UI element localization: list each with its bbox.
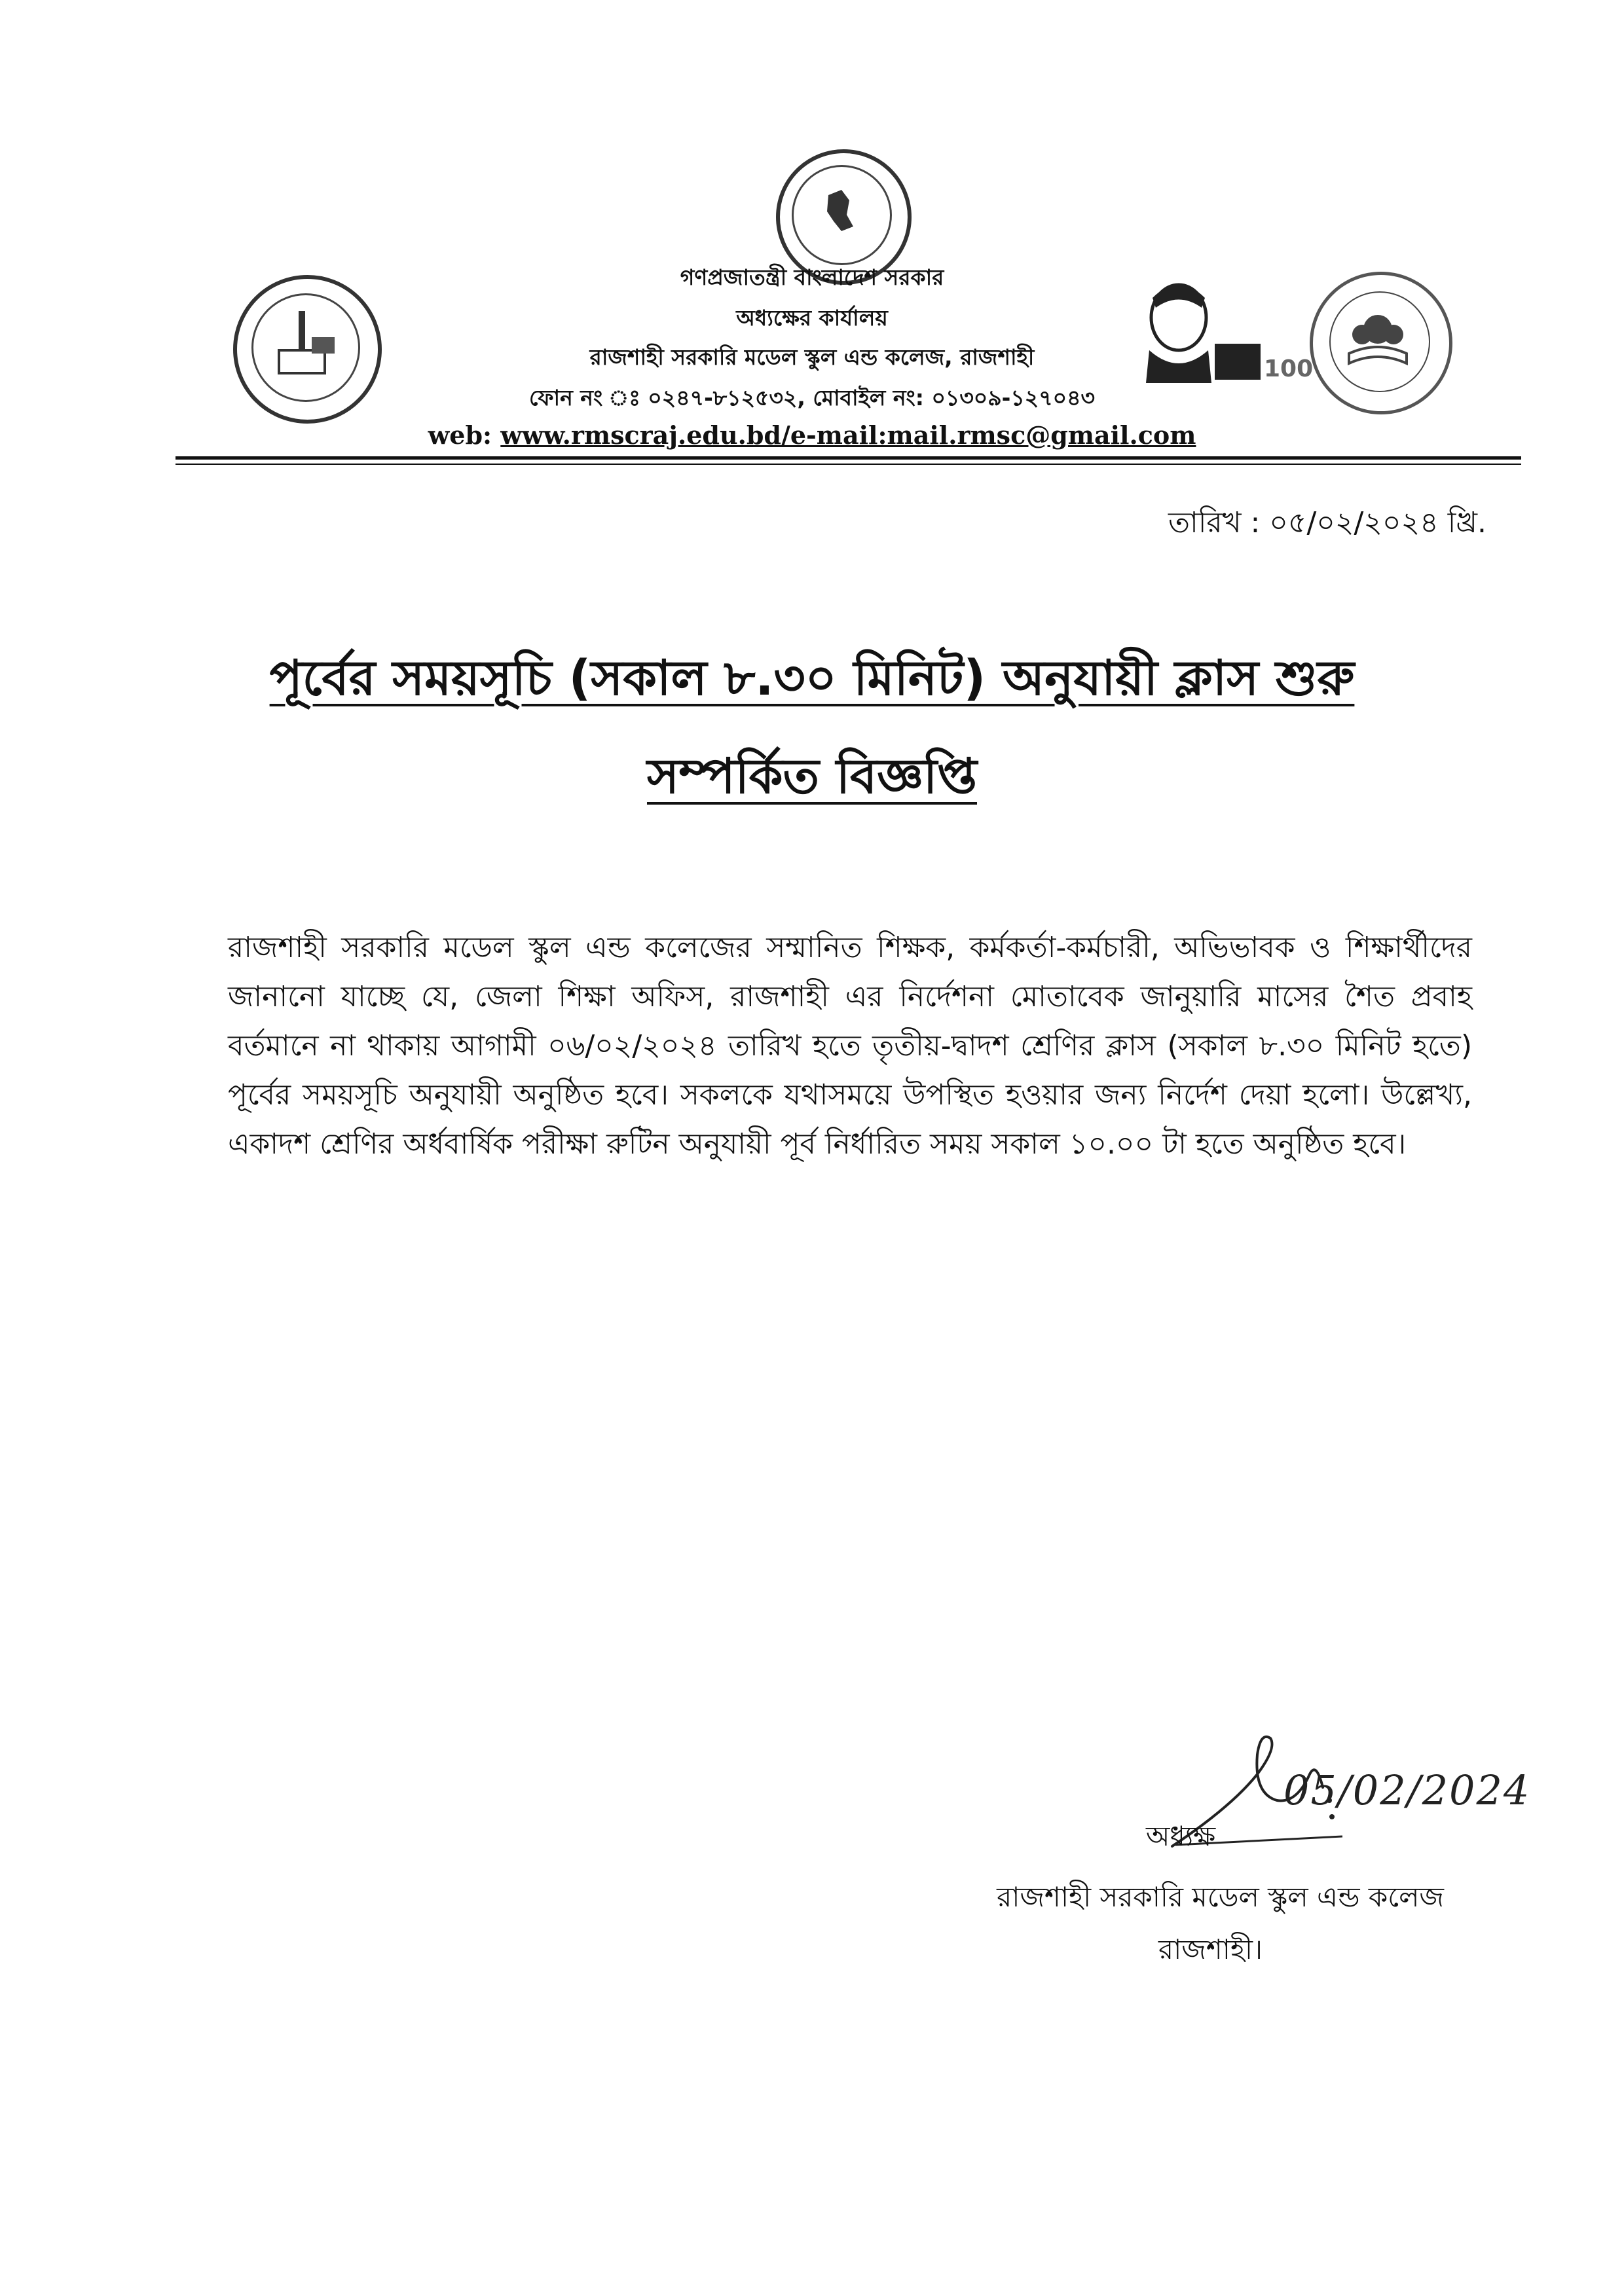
header-divider-thin: [175, 464, 1521, 465]
handwritten-date: 05/02/2024: [1283, 1766, 1531, 1814]
web-prefix: web:: [428, 420, 501, 450]
notice-title-line1: পূর্বের সময়সূচি (সকাল ৮.৩০ মিনিট) অনুযায়ী ক্লাস শুরু: [269, 650, 1355, 706]
signatory-city: রাজশাহী।: [1158, 1933, 1263, 1965]
svg-text:100: 100: [1264, 355, 1314, 382]
notice-title-line2: সম্পর্কিত বিজ্ঞপ্তি: [646, 748, 978, 805]
office-name: অধ্যক্ষের কার্যালয়: [736, 305, 888, 331]
institution-name: রাজশাহী সরকারি মডেল স্কুল এন্ড কলেজ, রাজশাহী: [589, 344, 1035, 370]
header-divider: [175, 456, 1521, 460]
govt-name: গণপ্রজাতন্ত্রী বাংলাদেশ সরকার: [680, 264, 944, 290]
web-email-link[interactable]: www.rmscraj.edu.bd/e-mail:mail.rmsc@gmail.com: [500, 420, 1196, 450]
signatory-institution: রাজশাহী সরকারি মডেল স্কুল এন্ড কলেজ: [997, 1881, 1444, 1913]
contact-numbers: ফোন নং ঃ ০২৪৭-৮১২৫৩২, মোবাইল নং: ০১৩০৯-১২৭০৪৩: [529, 385, 1095, 410]
notice-body: রাজশাহী সরকারি মডেল স্কুল এন্ড কলেজের সম্মানিত শিক্ষক, কর্মকর্তা-কর্মচারী, অভিভাবক ও শিক্ষার্থীদের জানানো যাচ্ছে যে, জেলা শিক্ষা অফিস, রাজশাহী এর নির্দেশনা মোতাবেক জানুয়ারি মাসের শৈত প্রবাহ বর্তমানে না থাকায় আগামী ০৬/০২/২০২৪ তারিখ হতে তৃতীয়-দ্বাদশ শ্রেণির ক্লাস (সকাল ৮.৩০ মিনিট হতে) পূর্বের সময়সূচি অনুযায়ী অনুষ্ঠিত হবে। সকলকে যথাসময়ে উপস্থিত হওয়ার জন্য নির্দেশ দেয়া হলো। উল্লেখ্য, একাদশ শ্রেণির অর্ধবার্ষিক পরীক্ষা রুটিন অনুযায়ী পূর্ব নির্ধারিত সময় সকাল ১০.০০ টা হতে অনুষ্ঠিত হবে।: [228, 931, 1472, 1161]
web-email-line: [0, 420, 1624, 450]
notice-date: তারিখ : ০৫/০২/২০২৪ খ্রি.: [1168, 506, 1486, 539]
signatory-designation: অধ্যক্ষ: [1146, 1820, 1216, 1852]
